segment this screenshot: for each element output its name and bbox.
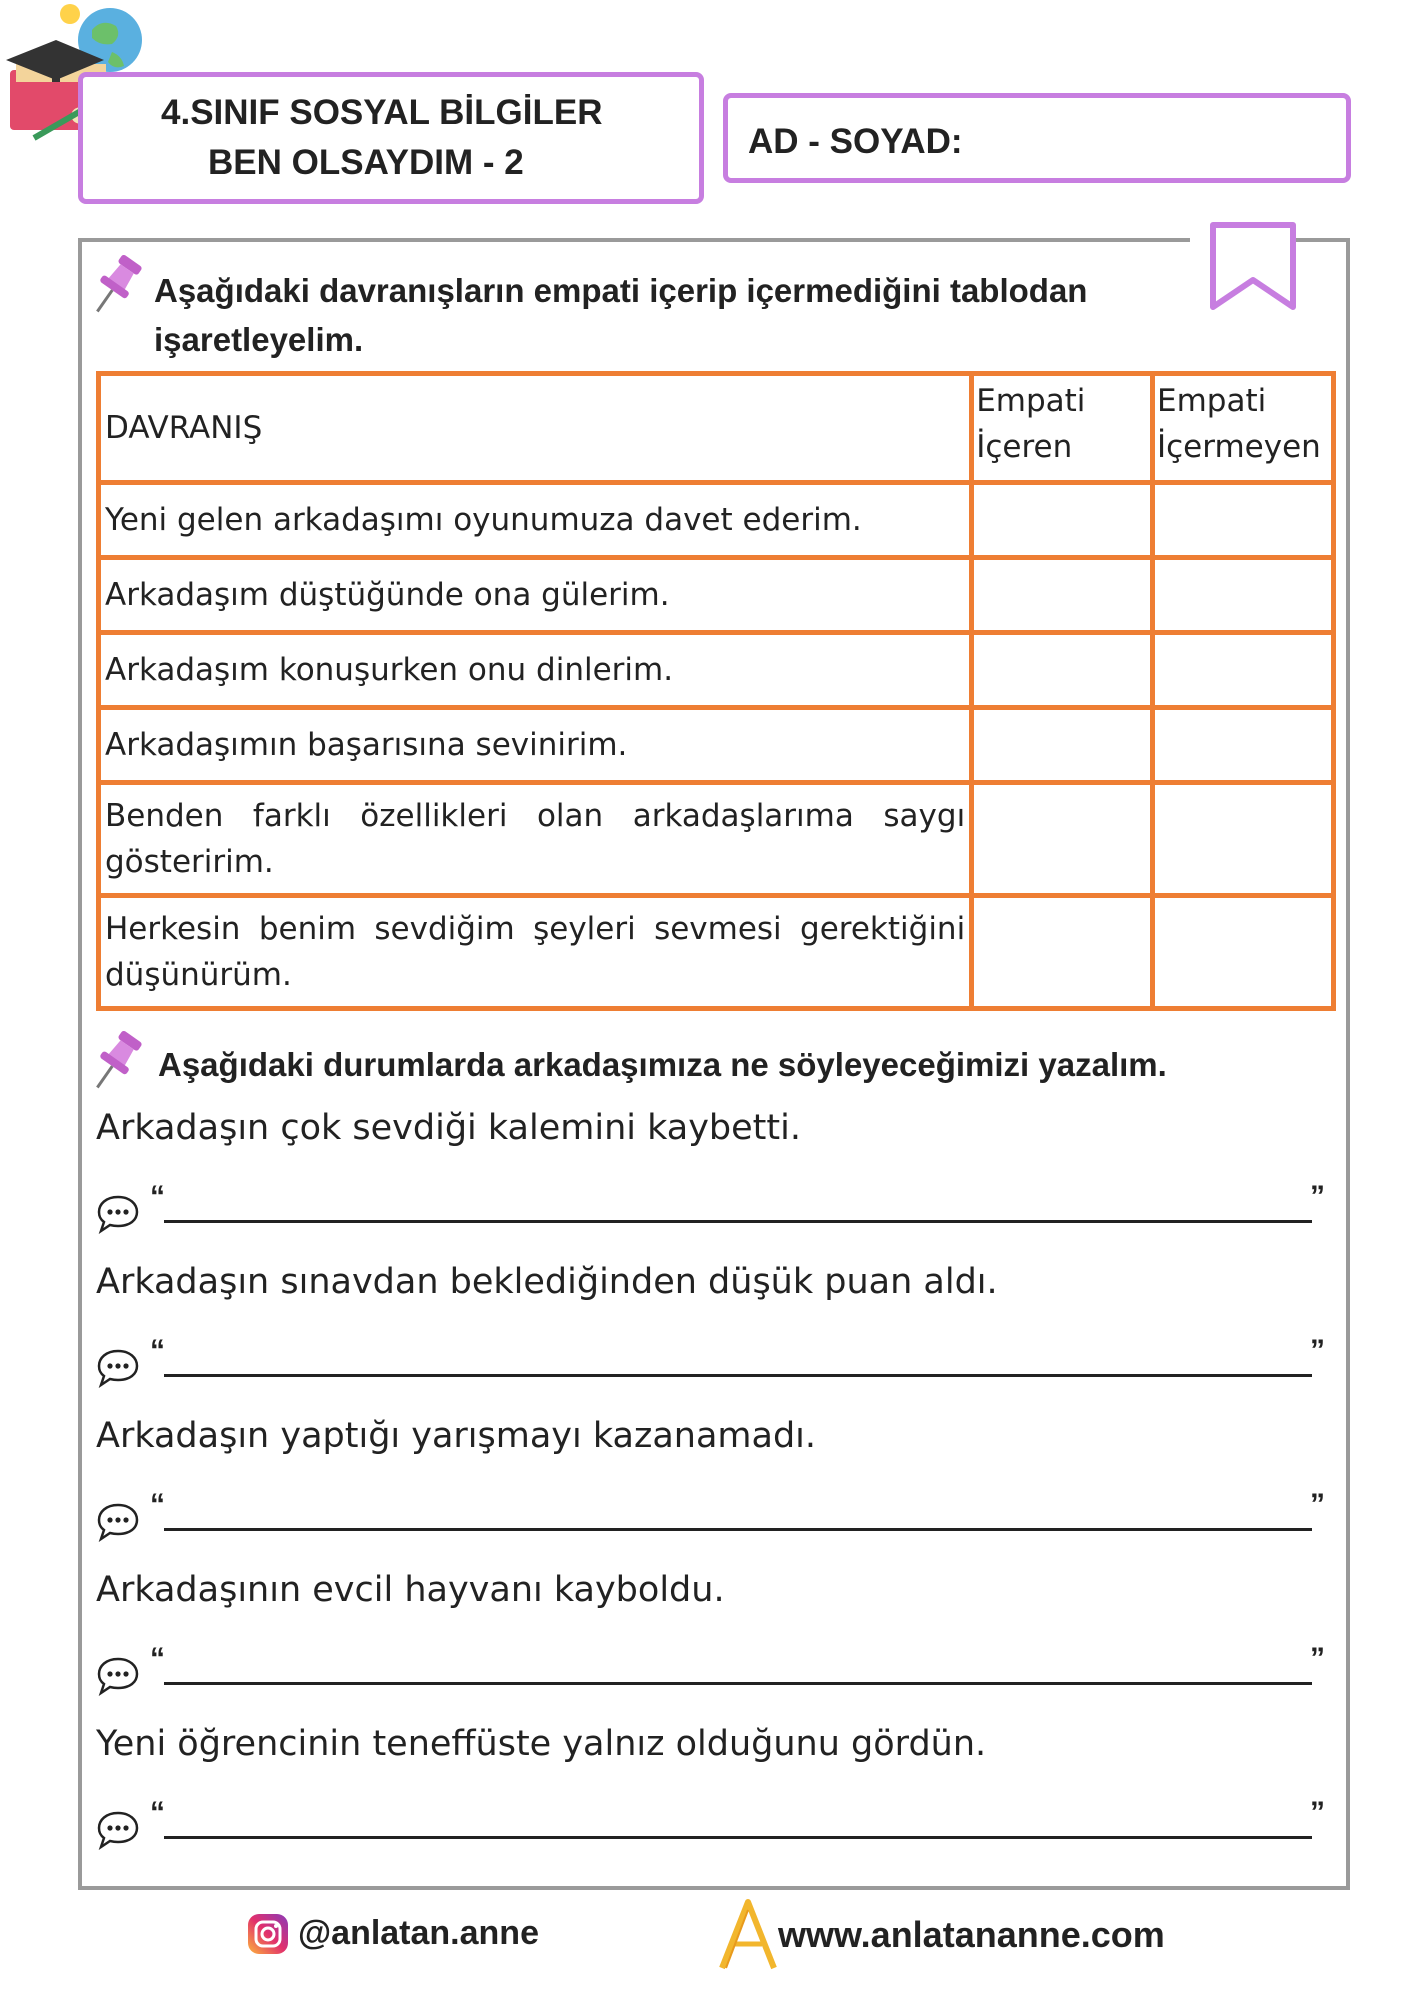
situation-text: Arkadaşın sınavdan beklediğinden düşük puan aldı. bbox=[96, 1262, 998, 1302]
quote-close: ” bbox=[1310, 1796, 1325, 1829]
behavior-text: Arkadaşımın başarısına sevinirim. bbox=[99, 708, 972, 783]
mark-cell-no[interactable] bbox=[1153, 708, 1334, 783]
instagram-handle[interactable]: @anlatan.anne bbox=[298, 1914, 539, 1952]
answer-line[interactable] bbox=[96, 1180, 1326, 1236]
pushpin-icon bbox=[92, 252, 144, 322]
answer-line[interactable] bbox=[96, 1488, 1326, 1544]
situation-text: Yeni öğrencinin teneffüste yalnız olduğunu gördün. bbox=[96, 1724, 987, 1764]
answer-rule[interactable] bbox=[164, 1220, 1312, 1223]
quote-open: “ bbox=[150, 1180, 165, 1213]
quote-close: ” bbox=[1310, 1488, 1325, 1521]
section2-instruction: Aşağıdaki durumlarda arkadaşımıza ne söyleyeceğimizi yazalım. bbox=[158, 1046, 1167, 1083]
speech-bubble-icon bbox=[96, 1194, 140, 1234]
mark-cell-no[interactable] bbox=[1153, 783, 1334, 896]
mark-cell-yes[interactable] bbox=[972, 483, 1153, 558]
answer-line[interactable] bbox=[96, 1642, 1326, 1698]
table-row bbox=[99, 633, 1334, 708]
quote-open: “ bbox=[150, 1642, 165, 1675]
logo-letter-a-icon bbox=[718, 1898, 778, 1970]
behavior-text: Yeni gelen arkadaşımı oyunumuza davet ederim. bbox=[99, 483, 972, 558]
table-header-row bbox=[99, 374, 1334, 483]
mark-cell-no[interactable] bbox=[1153, 633, 1334, 708]
situation-text: Arkadaşının evcil hayvanı kayboldu. bbox=[96, 1570, 725, 1610]
mark-cell-yes[interactable] bbox=[972, 558, 1153, 633]
section1-instruction: Aşağıdaki davranışların empati içerip içermediğini tablodan işaretleyelim. bbox=[154, 272, 1088, 358]
bookmark-icon bbox=[1208, 222, 1298, 312]
answer-rule[interactable] bbox=[164, 1836, 1312, 1839]
mark-cell-yes[interactable] bbox=[972, 708, 1153, 783]
quote-close: ” bbox=[1310, 1642, 1325, 1675]
table-row bbox=[99, 558, 1334, 633]
speech-bubble-icon bbox=[96, 1656, 140, 1696]
situation-text: Arkadaşın çok sevdiği kalemini kaybetti. bbox=[96, 1108, 801, 1148]
mark-cell-yes[interactable] bbox=[972, 896, 1153, 1009]
speech-bubble-icon bbox=[96, 1348, 140, 1388]
behavior-table bbox=[96, 371, 1336, 1011]
instagram-icon[interactable] bbox=[246, 1912, 290, 1956]
name-label: AD - SOYAD: bbox=[748, 122, 963, 161]
table-row bbox=[99, 783, 1334, 896]
speech-bubble-icon bbox=[96, 1502, 140, 1542]
table-row bbox=[99, 483, 1334, 558]
header-empathy-no: Empati İçermeyen bbox=[1153, 374, 1334, 483]
behavior-text: Arkadaşım konuşurken onu dinlerim. bbox=[99, 633, 972, 708]
behavior-text: Herkesin benim sevdiğim şeyleri sevmesi gerektiğini düşünürüm. bbox=[99, 896, 972, 1009]
mark-cell-no[interactable] bbox=[1153, 558, 1334, 633]
mark-cell-yes[interactable] bbox=[972, 783, 1153, 896]
answer-line[interactable] bbox=[96, 1796, 1326, 1852]
quote-open: “ bbox=[150, 1796, 165, 1829]
quote-close: ” bbox=[1310, 1334, 1325, 1367]
situation-text: Arkadaşın yaptığı yarışmayı kazanamadı. bbox=[96, 1416, 817, 1456]
table-row bbox=[99, 708, 1334, 783]
title-box bbox=[78, 72, 704, 204]
quote-close: ” bbox=[1310, 1180, 1325, 1213]
quote-open: “ bbox=[150, 1334, 165, 1367]
table-row bbox=[99, 896, 1334, 1009]
header-empathy-yes: Empati İçeren bbox=[972, 374, 1153, 483]
worksheet-title: 4.SINIF SOSYAL BİLGİLER bbox=[161, 93, 603, 132]
behavior-text: Arkadaşım düştüğünde ona gülerim. bbox=[99, 558, 972, 633]
mark-cell-no[interactable] bbox=[1153, 483, 1334, 558]
pushpin-icon bbox=[92, 1028, 144, 1098]
worksheet-subtitle: BEN OLSAYDIM - 2 bbox=[208, 143, 524, 182]
quote-open: “ bbox=[150, 1488, 165, 1521]
mark-cell-yes[interactable] bbox=[972, 633, 1153, 708]
answer-rule[interactable] bbox=[164, 1682, 1312, 1685]
answer-rule[interactable] bbox=[164, 1374, 1312, 1377]
header-behavior: DAVRANIŞ bbox=[99, 374, 972, 483]
behavior-text: Benden farklı özellikleri olan arkadaşlarıma saygı gösteririm. bbox=[99, 783, 972, 896]
speech-bubble-icon bbox=[96, 1810, 140, 1850]
mark-cell-no[interactable] bbox=[1153, 896, 1334, 1009]
answer-rule[interactable] bbox=[164, 1528, 1312, 1531]
answer-line[interactable] bbox=[96, 1334, 1326, 1390]
name-field[interactable] bbox=[723, 93, 1351, 183]
website-link[interactable]: www.anlatananne.com bbox=[778, 1914, 1165, 1955]
